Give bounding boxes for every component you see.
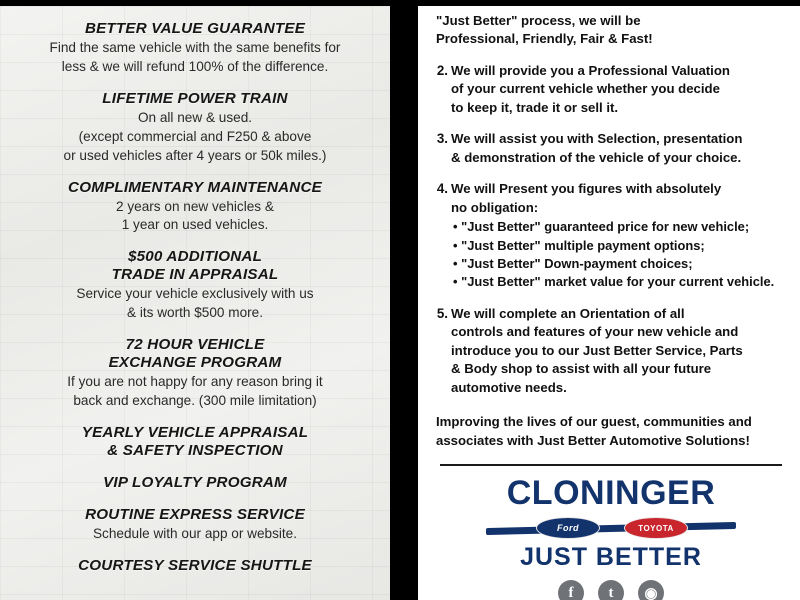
- benefit-block: [18, 20, 372, 76]
- horizontal-rule: [440, 464, 782, 466]
- logo-brand-bar: [486, 515, 736, 541]
- item-line: We will provide you a Professional Valuation: [451, 62, 730, 78]
- item-body: [451, 180, 786, 291]
- process-item-3: [436, 130, 786, 167]
- item-body: [451, 130, 786, 167]
- benefit-title: COURTESY SERVICE SHUTTLE: [78, 556, 312, 574]
- benefit-title: COMPLIMENTARY MAINTENANCE: [68, 178, 322, 196]
- logo-swoosh: [486, 522, 736, 535]
- item-number: 4.: [436, 181, 448, 197]
- dealer-logo: [436, 476, 786, 570]
- intro-text: [436, 12, 786, 49]
- logo-tagline: JUST BETTER: [520, 543, 702, 571]
- benefit-block: [18, 506, 372, 543]
- left-benefits-list: [0, 20, 390, 575]
- process-item-2: [436, 62, 786, 117]
- item-line: automotive needs.: [451, 379, 567, 395]
- item-line: of your current vehicle whether you decide: [451, 81, 720, 97]
- benefit-line: less & we will refund 100% of the difference.: [61, 58, 329, 74]
- item-line: We will assist you with Selection, presentation: [451, 131, 743, 147]
- benefit-line: 2 years on new vehicles &: [116, 198, 274, 214]
- item-line: introduce you to our Just Better Service, Parts: [451, 342, 743, 358]
- benefit-block: [18, 474, 372, 492]
- item-body: [451, 305, 786, 397]
- item-line: to keep it, trade it or sell it.: [451, 99, 619, 115]
- benefit-title: LIFETIME POWER TRAIN: [102, 89, 288, 107]
- bullet-item: • "Just Better" market value for your current vehicle.: [453, 274, 775, 290]
- benefit-block: [18, 336, 372, 410]
- item-number: 3.: [436, 131, 448, 147]
- twitter-icon[interactable]: t: [598, 580, 624, 600]
- item-body: [451, 62, 786, 117]
- bullet-item: • "Just Better" Down-payment choices;: [453, 255, 693, 271]
- item-line: & Body shop to assist with all your future: [451, 361, 712, 377]
- benefit-line: On all new & used.: [137, 109, 253, 125]
- benefit-line: Find the same vehicle with the same benefits for: [49, 39, 341, 55]
- benefit-title-second-line: EXCHANGE PROGRAM: [108, 354, 282, 372]
- instagram-icon[interactable]: ◉: [638, 580, 664, 600]
- intro-line: "Just Better" process, we will be: [436, 13, 641, 28]
- left-benefits-panel: [0, 0, 390, 600]
- benefit-block: [18, 248, 372, 322]
- process-item-4: [436, 180, 786, 291]
- item-number: 2.: [436, 62, 448, 78]
- benefit-block: [18, 424, 372, 460]
- toyota-logo-icon: TOYOTA: [624, 517, 688, 539]
- item-bullets: [451, 218, 786, 291]
- social-links: [436, 580, 786, 600]
- logo-wordmark: CLONINGER: [506, 474, 716, 512]
- benefit-title: YEARLY VEHICLE APPRAISAL: [81, 423, 309, 441]
- item-number: 5.: [436, 305, 448, 321]
- benefit-title: 72 HOUR VEHICLE: [125, 336, 265, 354]
- right-process-panel: [418, 0, 800, 600]
- closing-line: Improving the lives of our guest, communities and: [436, 414, 752, 430]
- facebook-icon[interactable]: f: [558, 580, 584, 600]
- item-line: controls and features of your new vehicle and: [451, 324, 739, 340]
- benefit-line: Schedule with our app or website.: [92, 525, 298, 541]
- benefit-block: [18, 90, 372, 165]
- benefit-block: [18, 179, 372, 235]
- benefit-line: 1 year on used vehicles.: [121, 217, 269, 233]
- benefit-title: VIP LOYALTY PROGRAM: [103, 473, 287, 491]
- benefit-title-second-line: & SAFETY INSPECTION: [107, 441, 283, 459]
- benefit-title: ROUTINE EXPRESS SERVICE: [85, 505, 305, 523]
- benefit-line: & its worth $500 more.: [127, 305, 263, 321]
- panel-divider: [390, 0, 418, 600]
- benefit-title: $500 ADDITIONAL: [127, 248, 263, 266]
- benefit-line: If you are not happy for any reason bring it: [67, 374, 323, 389]
- benefit-title-second-line: TRADE IN APPRAISAL: [111, 266, 279, 284]
- item-line: We will complete an Orientation of all: [451, 305, 685, 321]
- item-line: We will Present you figures with absolutely: [451, 181, 722, 197]
- item-line: & demonstration of the vehicle of your choice.: [451, 149, 742, 165]
- item-line: no obligation:: [451, 199, 539, 215]
- benefit-line: or used vehicles after 4 years or 50k miles.): [63, 147, 327, 163]
- process-item-5: [436, 305, 786, 397]
- bullet-item: • "Just Better" guaranteed price for new vehicle;: [453, 219, 750, 235]
- closing-statement: [436, 413, 786, 450]
- bullet-item: • "Just Better" multiple payment options;: [453, 237, 705, 253]
- benefit-line: Service your vehicle exclusively with us: [76, 286, 314, 302]
- ford-logo-icon: Ford: [536, 517, 600, 539]
- intro-line: Professional, Friendly, Fair & Fast!: [436, 31, 653, 47]
- benefit-line: (except commercial and F250 & above: [78, 128, 312, 144]
- closing-line: associates with Just Better Automotive Solutions!: [436, 432, 750, 448]
- benefit-line: back and exchange. (300 mile limitation): [73, 392, 317, 408]
- benefit-title: BETTER VALUE GUARANTEE: [84, 20, 306, 37]
- benefit-block: [18, 557, 372, 575]
